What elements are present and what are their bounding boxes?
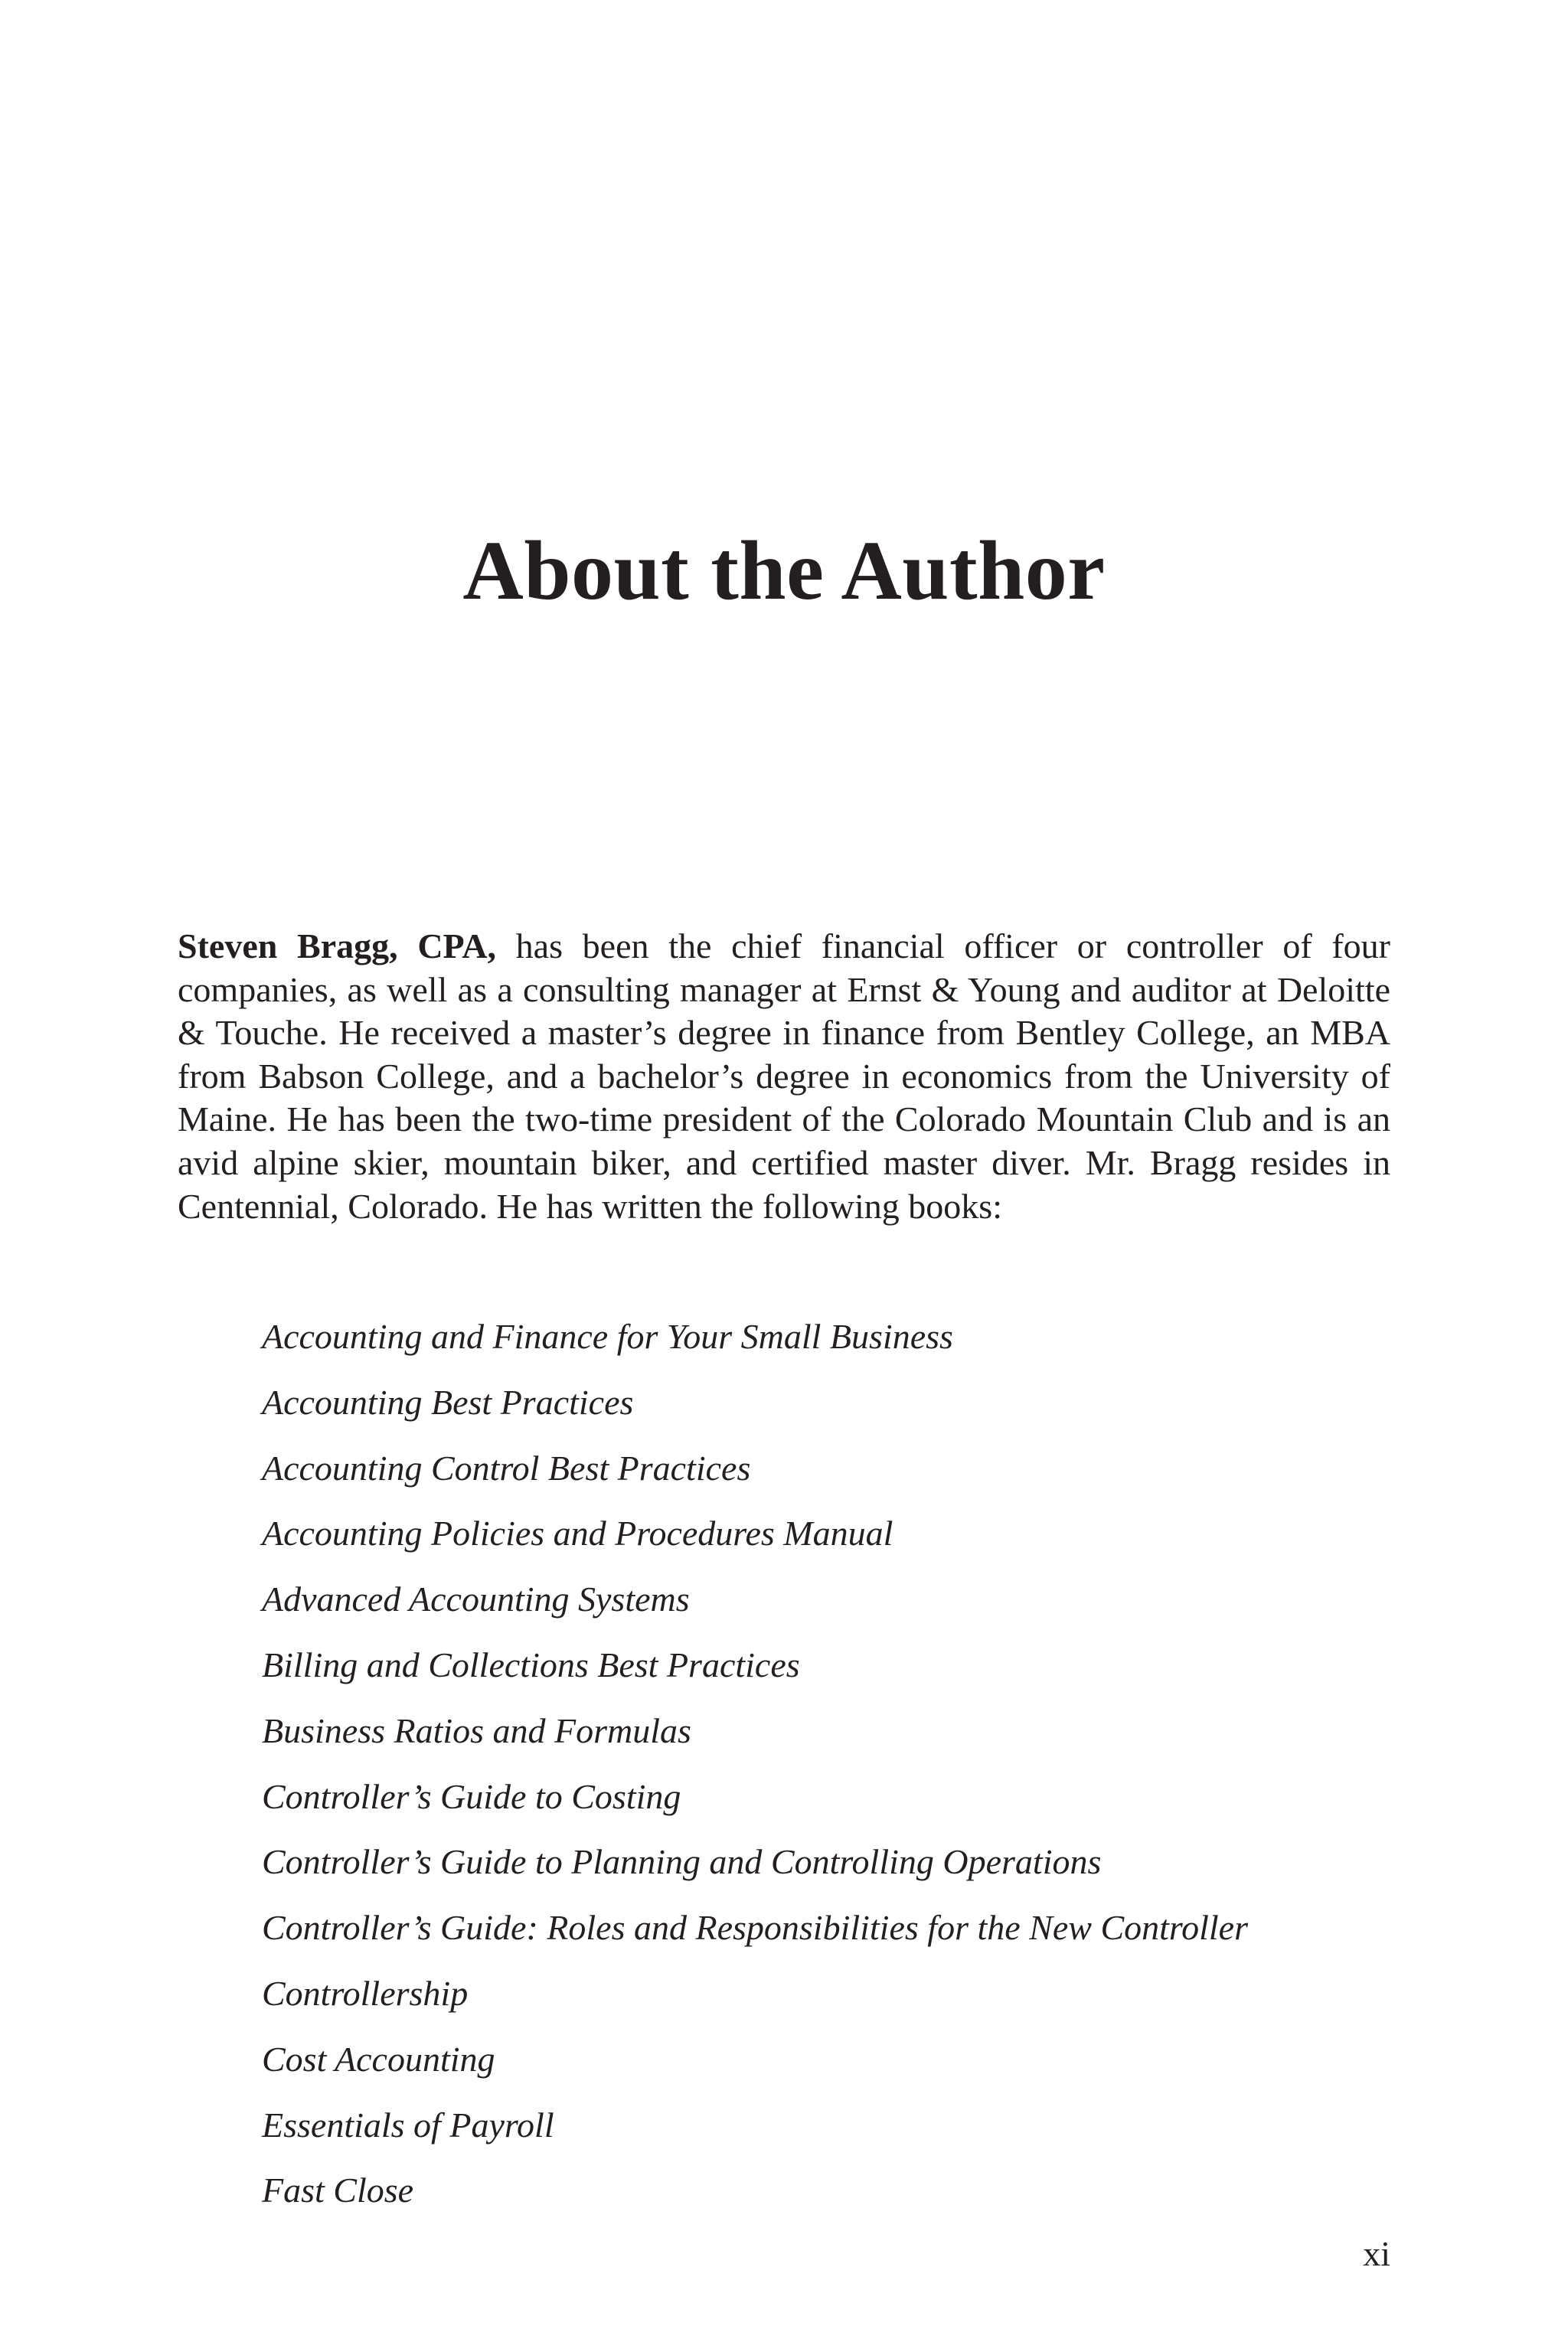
book-title: Cost Accounting: [262, 2039, 495, 2079]
book-title: Accounting Best Practices: [262, 1382, 634, 1422]
author-name: Steven Bragg, CPA,: [178, 926, 496, 965]
bio-text: has been the chief financial officer or controller of four companies, as well as a consulting manager at Ernst & Young and auditor at Deloitte & Touche. He received a master’s degree in finance from Bentley College, an MBA from Babson College, and a bachelor’s degree in economics from the University of Maine. He has been the two-time president of the Colorado Mountain Club and is an avid alpine skier, mountain biker, and certified master diver. Mr. Bragg resides in Centennial, Colorado. He has written the following books:: [178, 926, 1390, 1226]
book-title: Controller’s Guide to Costing: [262, 1776, 681, 1816]
book-title: Accounting Policies and Procedures Manual: [262, 1514, 893, 1553]
book-title: Controller’s Guide: Roles and Responsibilities for the New Controller: [262, 1908, 1248, 1948]
book-title: Fast Close: [262, 2171, 414, 2210]
book-title: Controller’s Guide to Planning and Controlling Operations: [262, 1842, 1102, 1882]
author-bio: [178, 925, 1390, 1228]
page-number: xi: [1363, 2234, 1390, 2273]
book-title: Billing and Collections Best Practices: [262, 1645, 800, 1684]
book-title: Accounting and Finance for Your Small Business: [262, 1317, 953, 1356]
book-title: Accounting Control Best Practices: [262, 1448, 751, 1488]
book-title: Business Ratios and Formulas: [262, 1710, 691, 1750]
book-title: Controllership: [262, 1973, 469, 2013]
book-title: Advanced Accounting Systems: [262, 1579, 690, 1619]
book-list: [262, 1315, 1248, 2235]
book-title: Essentials of Payroll: [262, 2105, 554, 2145]
page-title: About the Author: [462, 524, 1106, 617]
